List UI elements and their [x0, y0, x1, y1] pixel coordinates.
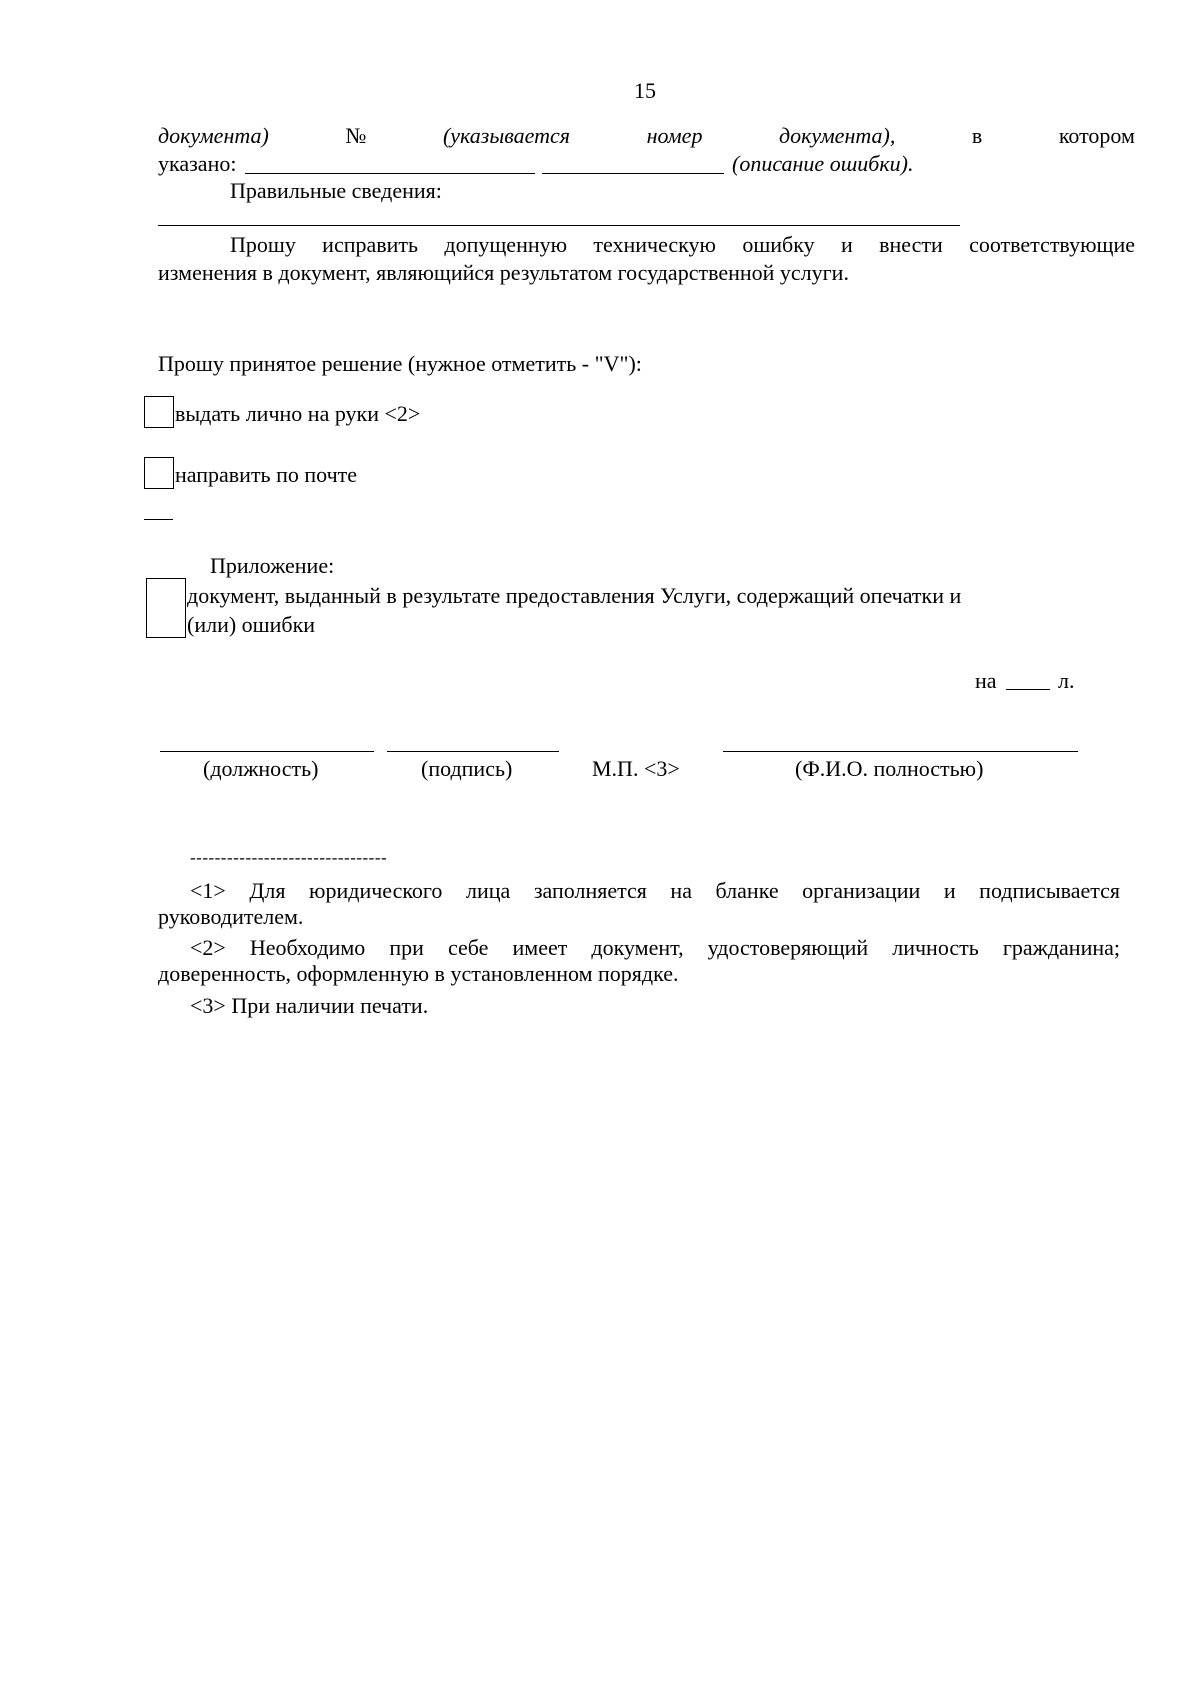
footnote-2-line-1: <2> Необходимо при себе имеет документ, удостоверяющий личность гражданина;: [190, 935, 1120, 960]
pages-suffix: л.: [1058, 668, 1075, 693]
stamp-caption: М.П. <3>: [592, 756, 680, 781]
header-word: документа): [158, 123, 269, 148]
footnote-1-line-2: руководителем.: [158, 904, 304, 930]
full-name-blank[interactable]: [723, 751, 1078, 752]
attachment-title: Приложение:: [210, 553, 335, 578]
error-blank-2[interactable]: [542, 173, 724, 174]
option-label-mail: направить по почте: [175, 462, 358, 487]
error-description-caption: (описание ошибки).: [732, 151, 914, 176]
attachment-line-2: (или) ошибки: [187, 612, 316, 637]
footnote-separator: --------------------------------: [190, 848, 388, 867]
request-text-1: Прошу исправить допущенную техническую ошибку и внести соответствующие: [230, 232, 1135, 257]
footnote-2-line-2: доверенность, оформленную в установленном порядке.: [158, 961, 679, 987]
page-number: 15: [634, 78, 656, 103]
option-divider: [144, 519, 173, 520]
footnote-3: <3> При наличии печати.: [190, 993, 429, 1018]
pages-count-blank[interactable]: [1006, 689, 1050, 690]
attachment-checkbox[interactable]: [146, 578, 186, 638]
request-paragraph: [158, 232, 1135, 287]
correct-info-label: Правильные сведения:: [230, 178, 442, 203]
request-line-2: изменения в документ, являющийся результатом государственной услуги.: [158, 260, 849, 286]
footnote-1-line-1: <1> Для юридического лица заполняется на бланке организации и подписывается: [190, 878, 1120, 903]
document-number-line: [158, 123, 1135, 149]
signature-caption: (подпись): [421, 756, 513, 781]
position-blank[interactable]: [160, 751, 374, 752]
header-word: документа),: [779, 123, 896, 148]
correct-info-blank[interactable]: [158, 225, 960, 226]
signature-blank[interactable]: [387, 751, 559, 752]
footnote-2: [158, 935, 1120, 988]
attachment-line-1: документ, выданный в результате предоставления Услуги, содержащий опечатки и: [187, 583, 962, 608]
header-word: номер: [646, 123, 703, 148]
indicated-label: указано:: [158, 151, 237, 176]
option-checkbox-hand-delivery[interactable]: [144, 396, 174, 428]
error-blank-1[interactable]: [245, 173, 535, 174]
decision-prompt: Прошу принятое решение (нужное отметить - "V"):: [158, 351, 642, 376]
header-word: (указывается: [442, 123, 571, 148]
header-word: в: [971, 123, 983, 148]
footnote-1: [158, 878, 1120, 931]
pages-prefix: на: [975, 668, 997, 693]
header-word: котором: [1058, 123, 1135, 148]
full-name-caption: (Ф.И.О. полностью): [795, 756, 984, 781]
header-word: №: [345, 123, 367, 148]
request-line-1: [158, 232, 1135, 258]
position-caption: (должность): [203, 756, 319, 781]
option-checkbox-mail[interactable]: [144, 457, 174, 489]
option-label-hand-delivery: выдать лично на руки <2>: [175, 401, 421, 426]
